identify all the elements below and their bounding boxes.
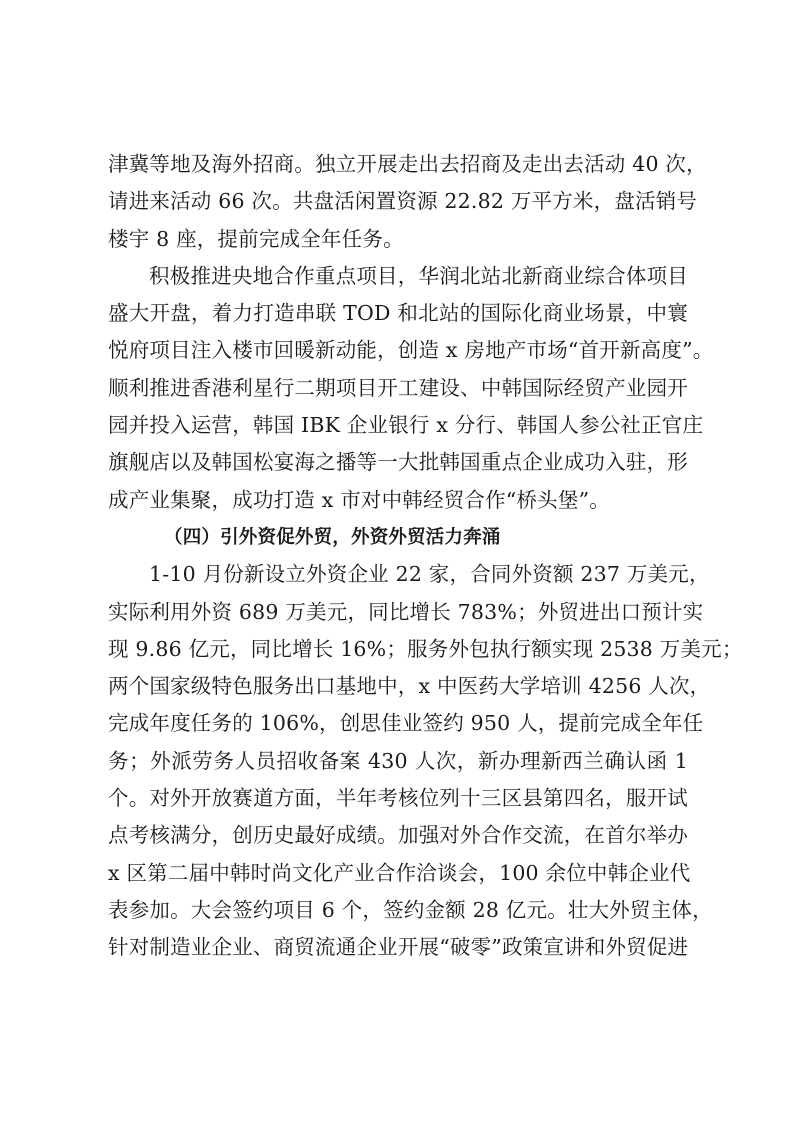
text-line: 现 9.86 亿元，同比增长 16%；服务外包执行额实现 2538 万美元；: [108, 636, 743, 661]
text-line: 完成年度任务的 106%，创思佳业签约 950 人，提前完成全年任: [108, 711, 704, 736]
text-line: 两个国家级特色服务出口基地中，x 中医药大学培训 4256 人次，: [108, 674, 711, 699]
text-line: 个。对外开放赛道方面，半年考核位列十三区县第四名，服开试: [108, 786, 688, 811]
text-line: 园并投入运营，韩国 IBK 企业银行 x 分行、韩国人参公社正官庄: [108, 413, 704, 438]
text-line: 津冀等地及海外招商。独立开展走出去招商及走出去活动 40 次，: [108, 152, 707, 176]
section-heading: （四）引外资促外贸，外资外贸活力奔涌: [164, 526, 501, 548]
text-line: 悦府项目注入楼市回暖新动能，创造 x 房地产市场“首开新高度”。: [108, 338, 714, 363]
text-line: 点考核满分，创历史最好成绩。加强对外合作交流，在首尔举办: [108, 823, 688, 848]
text-line: 成产业集聚，成功打造 x 市对中韩经贸合作“桥头堡”。: [108, 487, 610, 512]
text-line: 盛大开盘，着力打造串联 TOD 和北站的国际化商业场景，中寰: [108, 301, 688, 326]
text-line: 1-10 月份新设立外资企业 22 家，合同外资额 237 万美元，: [149, 562, 710, 587]
text-line: 实际利用外资 689 万美元，同比增长 783%；外贸进出口预计实: [108, 599, 704, 624]
text-line: 务；外派劳务人员招收备案 430 人次，新办理新西兰确认函 1: [108, 748, 688, 773]
document-body: [108, 146, 743, 967]
text-line: 请进来活动 66 次。共盘活闲置资源 22.82 万平方米，盘活销号: [108, 189, 698, 214]
text-line: 积极推进央地合作重点项目，华润北站北新商业综合体项目: [149, 263, 688, 288]
paragraph-1: [108, 146, 707, 258]
paragraph-2: [108, 258, 714, 519]
text-line: x 区第二届中韩时尚文化产业合作洽谈会，100 余位中韩企业代: [108, 860, 691, 885]
text-line: 旗舰店以及韩国松宴海之播等一大批韩国重点企业成功入驻，形: [108, 450, 688, 475]
text-line: 楼宇 8 座，提前完成全年任务。: [108, 226, 404, 251]
text-line: 针对制造业企业、商贸流通企业开展“破零”政策宣讲和外贸促进: [108, 935, 689, 960]
text-line: 表参加。大会签约项目 6 个，签约金额 28 亿元。壮大外贸主体，: [108, 897, 713, 922]
paragraph-3: [108, 556, 743, 966]
text-line: 顺利推进香港利星行二期项目开工建设、中韩国际经贸产业园开: [108, 375, 688, 400]
